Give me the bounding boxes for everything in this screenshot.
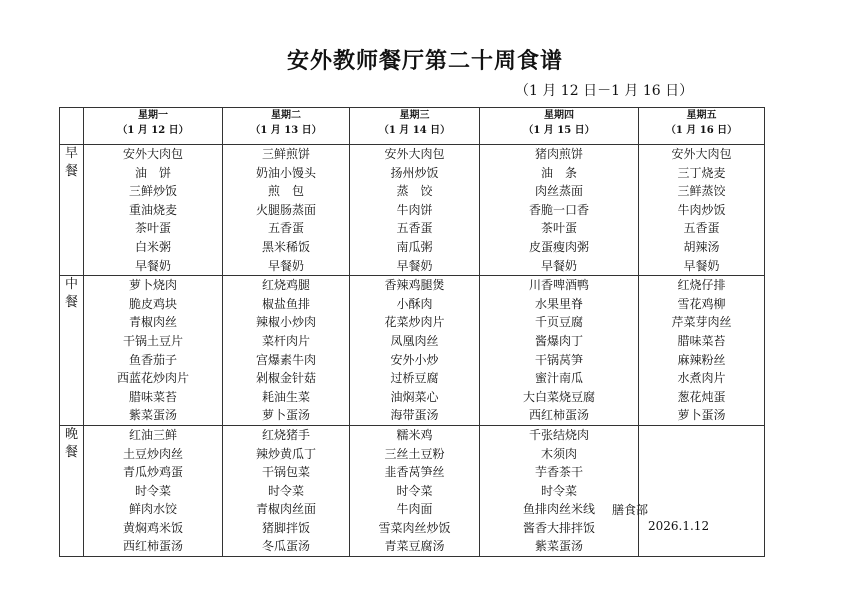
dish-item: 水果里脊: [534, 296, 583, 311]
dish-item: 萝卜蛋汤: [261, 408, 310, 423]
menu-table: [59, 107, 765, 557]
day-name: 星期五: [686, 110, 717, 121]
dish-item: 宫爆素牛肉: [255, 352, 316, 367]
dish-item: 牛肉饼: [396, 202, 433, 217]
dish-item: 南瓜粥: [396, 239, 433, 254]
dish-item: 五香蛋: [267, 221, 304, 236]
lunch-tuesday: [223, 276, 350, 426]
dish-item: 西红柿蛋汤: [122, 539, 183, 554]
dish-item: 鱼香茄子: [128, 352, 177, 367]
dish-item: 牛肉炒饭: [677, 202, 726, 217]
dish-item: 川香啤酒鸭: [528, 278, 589, 293]
dish-item: 蜜汁南瓜: [534, 371, 583, 386]
day-header-monday: [84, 108, 223, 145]
dish-item: 凤凰肉丝: [390, 333, 439, 348]
dish-item: 紫菜蛋汤: [128, 408, 177, 423]
dish-item: 煎 包: [267, 184, 304, 199]
page-title: 安外教师餐厅第二十周食谱: [286, 49, 563, 74]
day-date: （1 月 16 日）: [665, 125, 738, 136]
day-date: （1 月 13 日）: [250, 125, 322, 136]
lunch-friday: [639, 276, 765, 426]
dish-item: 早餐奶: [134, 258, 171, 273]
dish-item: 青瓜炒鸡蛋: [122, 465, 183, 480]
dish-item: 红烧鸡腿: [261, 278, 310, 293]
day-header-wednesday: [350, 108, 480, 145]
footer-date: 2026.1.12: [648, 519, 710, 533]
dish-item: 紫菜蛋汤: [534, 539, 583, 554]
dish-item: 时令菜: [267, 483, 304, 498]
dish-item: 芋香茶干: [534, 465, 583, 480]
dish-item: 火腿肠蒸面: [255, 202, 316, 217]
header-row: [60, 108, 765, 145]
dish-item: 猪肉煎饼: [534, 147, 583, 161]
dish-item: 早餐奶: [267, 258, 304, 273]
dish-item: 椒盐鱼排: [261, 296, 310, 311]
dish-item: 干锅包菜: [261, 465, 310, 480]
day-date: （1 月 14 日）: [378, 125, 451, 136]
meal-label-text: 早餐: [65, 146, 79, 179]
dish-item: 腊味菜苔: [128, 389, 177, 404]
meal-label-dinner: [60, 425, 84, 556]
day-date: （1 月 15 日）: [523, 125, 595, 136]
dish-item: 扬州炒饭: [390, 165, 439, 180]
day-header-friday: [639, 108, 765, 145]
dish-item: 五香蛋: [683, 221, 720, 236]
dish-item: 葱花炖蛋: [677, 389, 726, 404]
dish-item: 大白菜烧豆腐: [522, 389, 595, 404]
dish-item: 干锅土豆片: [122, 333, 183, 348]
dish-item: 千张结烧肉: [528, 427, 589, 442]
dish-item: 菜杆肉片: [261, 333, 310, 348]
meal-label-text: 中餐: [65, 277, 79, 311]
dish-item: 土豆炒肉丝: [122, 446, 183, 461]
dish-item: 白米粥: [134, 239, 171, 254]
dish-item: 红油三鲜: [128, 427, 177, 442]
dish-item: 三鲜煎饼: [261, 147, 310, 161]
dinner-friday: [639, 425, 765, 556]
dish-item: 西红柿蛋汤: [528, 408, 589, 423]
dish-item: 雪花鸡柳: [677, 296, 726, 311]
breakfast-friday: [639, 145, 765, 276]
dinner-wednesday: [350, 425, 480, 556]
dish-item: 肉丝蒸面: [534, 184, 583, 199]
dish-item: 过桥豆腐: [390, 371, 439, 386]
dish-item: 三鲜蒸饺: [677, 184, 726, 199]
dish-item: 红烧猪手: [261, 427, 310, 442]
dish-item: 韭香莴笋丝: [384, 465, 445, 480]
dish-item: 时令菜: [540, 483, 577, 498]
dish-item: 花菜炒肉片: [384, 315, 445, 330]
day-date: （1 月 12 日）: [117, 125, 189, 136]
breakfast-row: [60, 145, 765, 276]
dish-item: 安外小炒: [390, 352, 439, 367]
dish-item: 重油烧麦: [128, 202, 177, 217]
meal-label-lunch: [60, 276, 84, 426]
dish-item: 木须肉: [540, 446, 577, 461]
dish-item: 干锅莴笋: [534, 352, 583, 367]
dish-item: 千页豆腐: [534, 315, 583, 330]
dish-item: 皮蛋瘦肉粥: [528, 239, 589, 254]
dish-item: 雪菜肉丝炒饭: [378, 520, 451, 535]
dinner-tuesday: [223, 425, 350, 556]
breakfast-thursday: [480, 145, 639, 276]
dish-item: 麻辣粉丝: [677, 352, 726, 367]
dish-item: 茶叶蛋: [540, 221, 577, 236]
day-name: 星期二: [271, 110, 301, 121]
day-name: 星期一: [138, 110, 168, 121]
lunch-wednesday: [350, 276, 480, 426]
breakfast-wednesday: [350, 145, 480, 276]
dish-item: 西蓝花炒肉片: [116, 371, 189, 386]
dish-item: 酱爆肉丁: [534, 333, 583, 348]
dish-item: 耗油生菜: [261, 389, 310, 404]
dish-item: 蒸 饺: [396, 184, 433, 199]
dish-item: 萝卜蛋汤: [677, 408, 726, 423]
dish-item: 辣椒小炒肉: [255, 315, 316, 330]
dish-item: 早餐奶: [683, 258, 720, 273]
dish-item: 三丝土豆粉: [384, 446, 445, 461]
dish-item: 奶油小馒头: [255, 165, 316, 180]
meal-label-breakfast: [60, 145, 84, 276]
dish-item: 安外大肉包: [122, 147, 183, 161]
dish-item: 鲜肉水饺: [128, 502, 177, 517]
dish-item: 安外大肉包: [671, 147, 732, 161]
day-name: 星期四: [544, 110, 574, 121]
dish-item: 时令菜: [134, 483, 171, 498]
dish-item: 香脆一口香: [528, 202, 589, 217]
dinner-monday: [84, 425, 223, 556]
lunch-thursday: [480, 276, 639, 426]
dish-item: 青菜豆腐汤: [384, 539, 445, 554]
breakfast-tuesday: [223, 145, 350, 276]
dish-item: 剁椒金针菇: [255, 371, 316, 386]
dish-item: 腊味菜苔: [677, 333, 726, 348]
lunch-monday: [84, 276, 223, 426]
dish-item: 青椒肉丝: [128, 315, 177, 330]
date-range: （1 月 12 日－1 月 16 日）: [515, 83, 694, 99]
dish-item: 脆皮鸡块: [128, 296, 177, 311]
dish-item: 红烧仔排: [677, 278, 726, 293]
dish-item: 猪脚拌饭: [261, 520, 310, 535]
footer-department: 膳食部: [612, 503, 649, 517]
dish-item: 五香蛋: [396, 221, 433, 236]
dish-item: 安外大肉包: [384, 147, 445, 161]
dish-item: 时令菜: [396, 483, 433, 498]
dish-item: 牛肉面: [396, 502, 433, 517]
day-name: 星期三: [399, 110, 430, 121]
dish-item: 芹菜芽肉丝: [671, 315, 732, 330]
dish-item: 水煮肉片: [677, 371, 726, 386]
dinner-row: [60, 425, 765, 556]
dish-item: 辣炒黄瓜丁: [255, 446, 316, 461]
dish-item: 冬瓜蛋汤: [261, 539, 310, 554]
dish-item: 三鲜炒饭: [128, 184, 177, 199]
lunch-row: [60, 276, 765, 426]
dish-item: 青椒肉丝面: [255, 502, 316, 517]
dish-item: 香辣鸡腿煲: [384, 278, 445, 293]
dish-item: 黑米稀饭: [261, 239, 310, 254]
day-header-tuesday: [223, 108, 350, 145]
dish-item: 胡辣汤: [683, 239, 720, 254]
dish-item: 油焖菜心: [390, 389, 439, 404]
breakfast-monday: [84, 145, 223, 276]
dinner-thursday: [480, 425, 639, 556]
dish-item: 油 条: [540, 165, 577, 180]
dish-item: 糯米鸡: [396, 427, 433, 442]
dish-item: 早餐奶: [540, 258, 577, 273]
dish-item: 三丁烧麦: [677, 165, 726, 180]
dish-item: 鱼排肉丝米线: [522, 502, 595, 517]
dish-item: 黄焖鸡米饭: [122, 520, 183, 535]
meal-label-text: 晚餐: [65, 426, 79, 460]
dish-item: 小酥肉: [396, 296, 433, 311]
dish-item: 酱香大排拌饭: [522, 520, 595, 535]
dish-item: 油 饼: [134, 165, 171, 180]
dish-item: 萝卜烧肉: [128, 278, 177, 293]
dish-item: 早餐奶: [396, 258, 433, 273]
day-header-thursday: [480, 108, 639, 145]
dish-item: 茶叶蛋: [134, 221, 171, 236]
corner-cell: [60, 108, 84, 145]
dish-item: 海带蛋汤: [390, 408, 439, 423]
